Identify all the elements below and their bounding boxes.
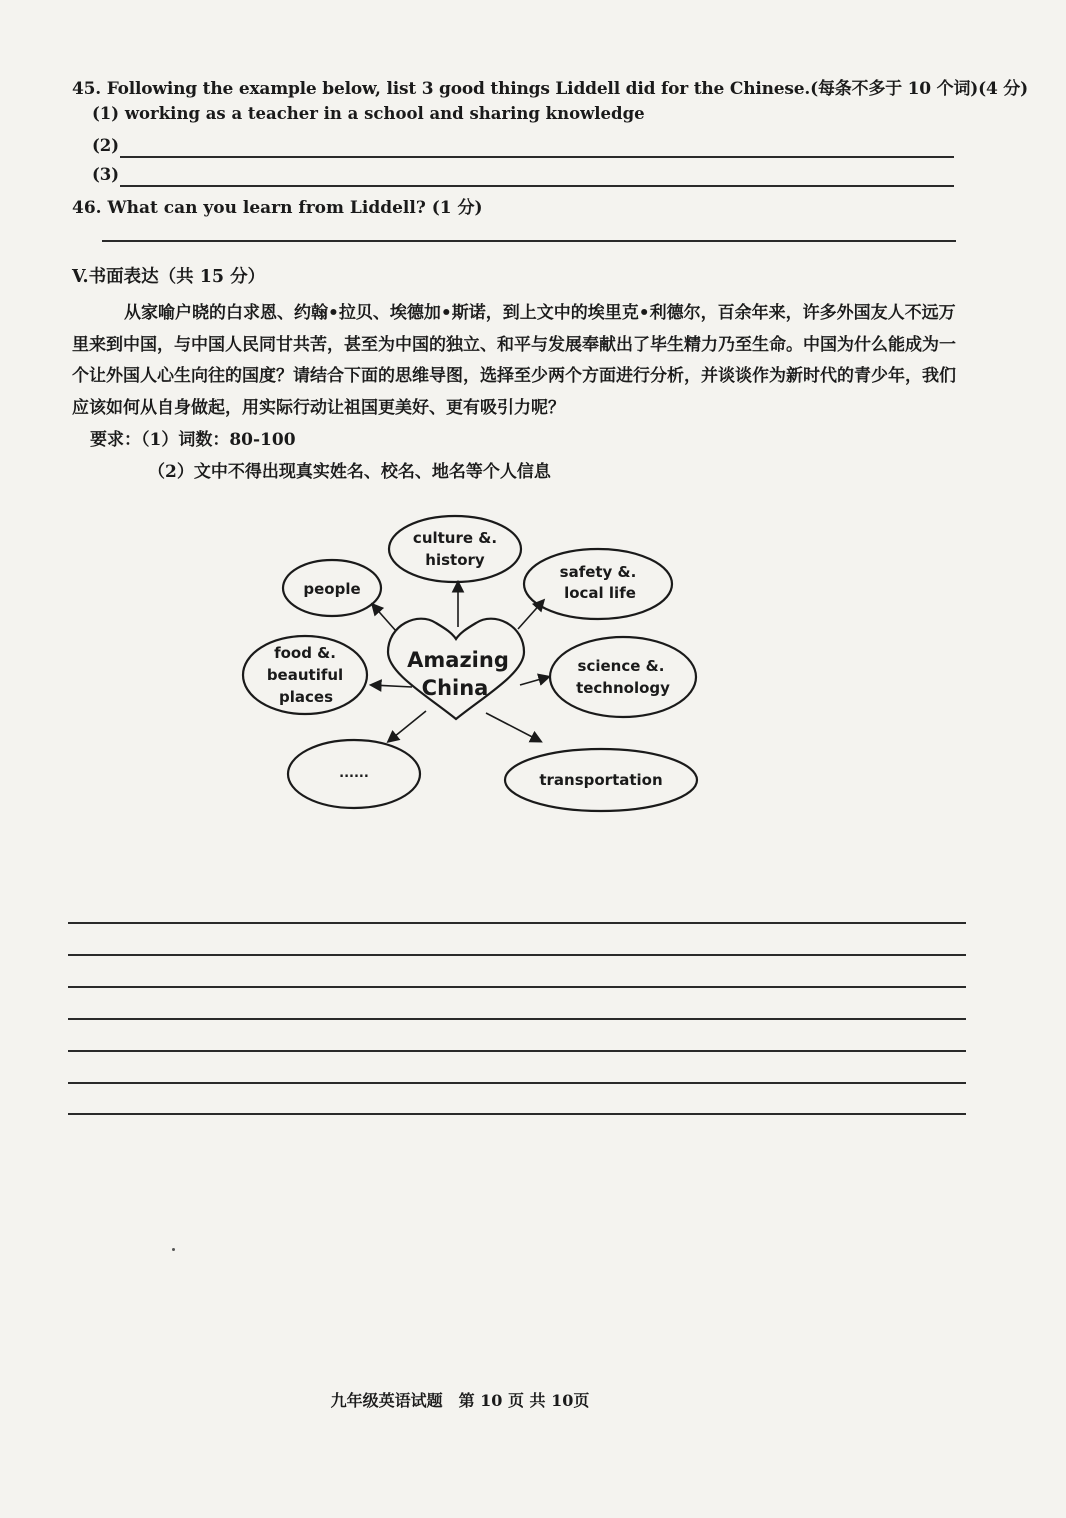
writing-line-5[interactable] <box>68 1050 966 1052</box>
food-label-line1: food &. <box>274 644 336 662</box>
section-title: V.书面表达（共 15 分） <box>72 267 266 287</box>
answer-label: (3) <box>92 165 120 184</box>
bubble-culture <box>389 516 521 582</box>
requirement-no-personal-info: （2）文中不得出现真实姓名、校名、地名等个人信息 <box>148 462 551 482</box>
answer-line-2[interactable] <box>120 156 954 158</box>
writing-line-3[interactable] <box>68 986 966 988</box>
writing-line-2[interactable] <box>68 954 966 956</box>
page-footer: 九年级英语试题 第 10 页 共 10页 <box>330 1391 590 1410</box>
writing-line-1[interactable] <box>68 922 966 924</box>
culture-label-line2: history <box>425 551 485 569</box>
people-label: people <box>303 580 361 598</box>
answer-row-2 <box>92 136 954 160</box>
science-label-line2: technology <box>576 679 670 697</box>
transportation-label: transportation <box>539 771 663 789</box>
food-label-line3: places <box>279 688 333 706</box>
safety-label-line2: local life <box>564 584 636 602</box>
answer-line-3[interactable] <box>120 185 954 187</box>
culture-label-line1: culture &. <box>412 529 498 547</box>
arrow-to-transportation <box>486 713 540 741</box>
writing-prompt-paragraph: 从家喻户晓的白求恩、约翰•拉贝、埃德加•斯诺，到上文中的埃里克•利德尔，百余年来，许多外国友人不远万里来到中国，与中国人民同甘共苦，甚至为中国的独立、和平与发展奉献出了毕生精力乃至生命。中国为什么能成为一个让外国人心生向往的国度？请结合下面的思维导图，选择至少两个方面进行分析，并谈谈作为新时代的青少年，我们应该如何从自身做起，用实际行动让祖国更美好、更有吸引力呢？ <box>72 303 956 418</box>
writing-line-6[interactable] <box>68 1082 966 1084</box>
arrow-to-ellipsis <box>389 711 426 741</box>
answer-label: (2) <box>92 136 120 155</box>
food-label-line2: beautiful <box>266 666 344 684</box>
question-45-example: (1) working as a teacher in a school and sharing knowledge <box>92 104 645 123</box>
arrow-to-people <box>373 605 396 631</box>
scan-speck <box>172 1248 175 1251</box>
writing-line-4[interactable] <box>68 1018 966 1020</box>
center-label-line1: Amazing <box>407 648 509 672</box>
center-label-line2: China <box>421 676 489 700</box>
mind-map <box>236 505 706 825</box>
question-46-prompt: 46. What can you learn from Liddell? (1 分) <box>72 198 483 218</box>
bubble-science <box>550 637 696 717</box>
arrow-to-food <box>372 685 412 687</box>
question-45-prompt: 45. Following the example below, list 3 good things Liddell did for the Chinese.(每条不多于 10 个词)(4 分) <box>72 79 1028 99</box>
writing-line-7[interactable] <box>68 1113 966 1115</box>
requirement-word-count: 要求：（1）词数：80-100 <box>90 430 296 450</box>
science-label-line1: science &. <box>577 657 665 675</box>
answer-row-3 <box>92 165 954 189</box>
arrow-to-science <box>520 677 548 685</box>
safety-label-line1: safety &. <box>559 563 637 581</box>
answer-line-46[interactable] <box>102 240 956 242</box>
ellipsis-label: ...... <box>339 766 369 781</box>
